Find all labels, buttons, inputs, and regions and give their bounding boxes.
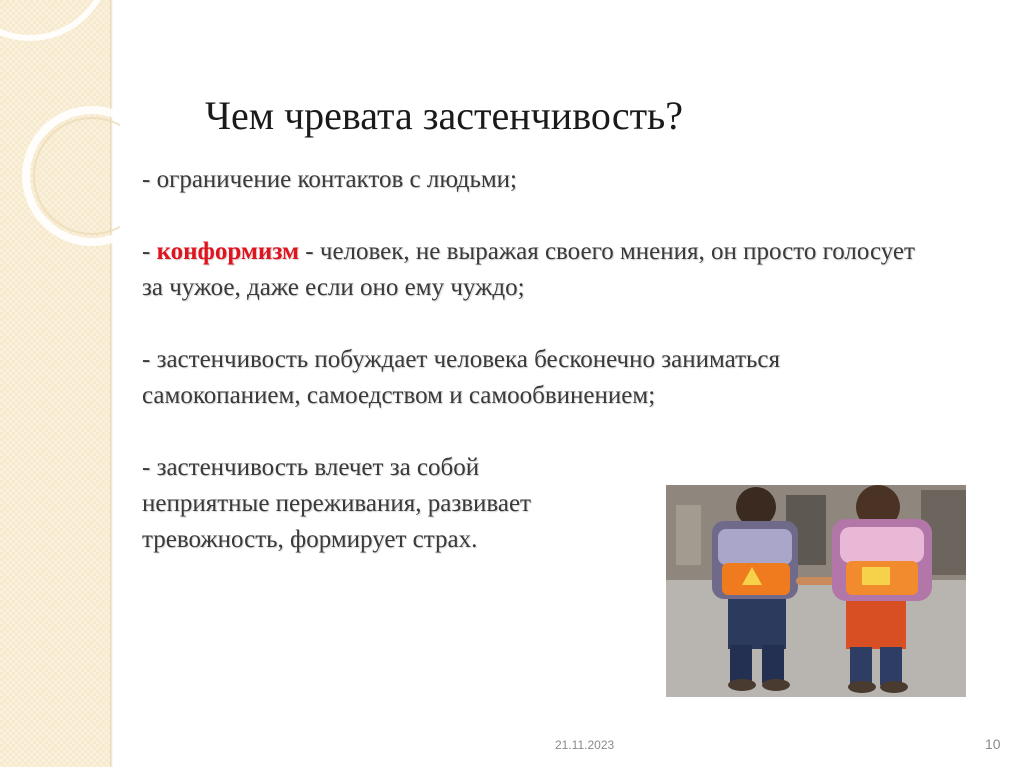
point-4-line-1: - застенчивость влечет за собой (142, 454, 480, 481)
point-4-line-2: неприятные переживания, развивает (142, 490, 531, 517)
point-4-line-3: тревожность, формирует страх. (142, 526, 478, 553)
point-1: - ограничение контактов с людьми; (142, 166, 517, 193)
conformism-term: конформизм (156, 238, 300, 265)
children-with-backpacks-photo (666, 485, 966, 697)
slide-title: Чем чревата застенчивость? (205, 93, 684, 138)
point-2-text: - человек, не выражая своего мнения, он просто голосует за чужое, даже если оно ему чуждо; (142, 238, 915, 301)
point-2 (142, 234, 942, 306)
footer-date: 21.11.2023 (555, 738, 615, 752)
decorative-circles-icon (0, 0, 120, 260)
point-3: - застенчивость побуждает человека бесконечно заниматься самокопанием, самоедством и самообвинением; (142, 346, 781, 409)
point-2-prefix: - (142, 238, 157, 265)
page-number: 10 (985, 736, 1001, 752)
